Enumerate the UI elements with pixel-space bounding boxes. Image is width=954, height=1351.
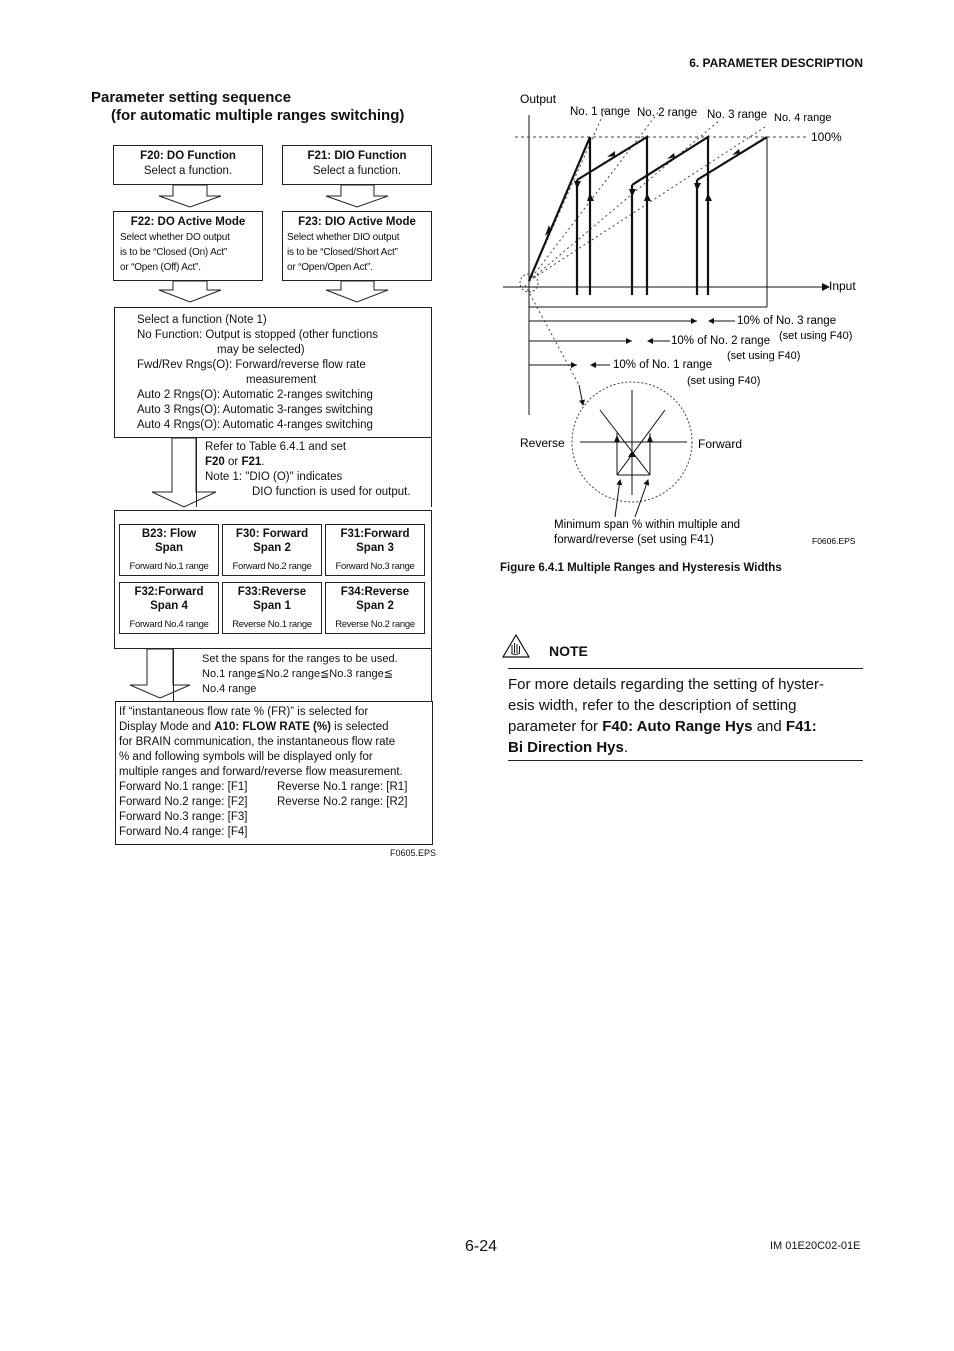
note-bottom-rule xyxy=(508,760,863,761)
note-bold: Bi Direction Hys xyxy=(508,739,624,756)
function-line: Auto 3 Rngs(O): Automatic 3-ranges switching xyxy=(137,404,373,416)
refer-dot: . xyxy=(261,456,265,468)
f21-desc: Select a function. xyxy=(312,165,402,177)
span-cell-b23 xyxy=(119,524,219,576)
eps-label-left: F0605.EPS xyxy=(390,848,437,858)
hys1-sub: (set using F40) xyxy=(687,375,761,387)
display-reverse1: Reverse No.1 range: [R1] xyxy=(277,781,408,793)
note-text: and xyxy=(752,718,786,735)
note-text: . xyxy=(623,739,629,756)
range1-label: No. 1 range xyxy=(570,106,631,118)
span-sub: Forward No.4 range xyxy=(129,619,209,630)
display-line: % and following symbols will be displayed only for xyxy=(119,751,373,763)
f22-do-active-mode-box xyxy=(113,211,263,281)
function-line: may be selected) xyxy=(217,344,305,356)
detail-arrow xyxy=(579,385,583,405)
display-text: Display Mode and xyxy=(119,721,215,733)
hys1-label: 10% of No. 1 range xyxy=(613,359,713,371)
span-cell-f32 xyxy=(119,582,219,634)
span-title: Span xyxy=(154,542,184,554)
detail-arrowheads xyxy=(614,435,653,457)
f23-line: or “Open/Open Act”. xyxy=(287,262,373,273)
display-line: multiple ranges and forward/reverse flow measurement. xyxy=(119,766,403,778)
display-bold: A10: FLOW RATE (%) xyxy=(214,721,331,733)
set-spans-note xyxy=(173,649,432,701)
function-line: Auto 2 Rngs(O): Automatic 2-ranges switching xyxy=(137,389,373,401)
hys2-label: 10% of No. 2 range xyxy=(671,335,771,347)
span-cell-f34 xyxy=(325,582,425,634)
display-text: is selected xyxy=(330,721,389,733)
f22-line: is to be “Closed (On) Act” xyxy=(120,247,228,258)
path-arrowheads xyxy=(545,149,740,236)
display-forward2: Forward No.2 range: [F2] xyxy=(119,796,248,808)
sequence-title-line1: Parameter setting sequence xyxy=(91,89,292,106)
refer-line: Refer to Table 6.4.1 and set xyxy=(205,441,347,453)
hysteresis-drops xyxy=(577,180,697,295)
f20-do-function-box xyxy=(113,145,263,185)
y-axis-label: Output xyxy=(520,92,557,106)
note-top-rule xyxy=(508,668,863,669)
display-reverse2: Reverse No.2 range: [R2] xyxy=(277,796,408,808)
function-line: Fwd/Rev Rngs(O): Forward/reverse flow rate xyxy=(137,359,366,371)
refer-line: Note 1: "DIO (O)" indicates xyxy=(205,471,343,483)
note-line: esis width, refer to the description of setting xyxy=(508,697,797,714)
span-sub: Forward No.2 range xyxy=(232,561,312,572)
function-line: No Function: Output is stopped (other functions xyxy=(137,329,378,341)
span-title: Span 3 xyxy=(356,542,394,554)
forward-label: Forward xyxy=(698,437,743,451)
doc-number: IM 01E20C02-01E xyxy=(770,1240,861,1252)
span-title: Span 2 xyxy=(356,600,394,612)
span-cell-f30 xyxy=(222,524,322,576)
hysteresis-path xyxy=(529,137,767,295)
f22-line: Select whether DO output xyxy=(120,232,230,243)
section-header: 6. PARAMETER DESCRIPTION xyxy=(689,56,863,70)
display-forward3: Forward No.3 range: [F3] xyxy=(119,811,248,823)
span-title: F30: Forward xyxy=(235,528,309,540)
refer-line: DIO function is used for output. xyxy=(252,486,411,498)
span-title: Span 1 xyxy=(253,600,291,612)
display-line: for BRAIN communication, the instantaneous flow rate xyxy=(119,736,396,748)
pct100-label: 100% xyxy=(811,130,842,144)
set-spans-line: No.4 range xyxy=(202,683,257,695)
note-text: parameter for xyxy=(508,718,603,735)
range3-label: No. 3 range xyxy=(707,109,768,121)
f22-line: or “Open (Off) Act”. xyxy=(120,262,201,273)
refer-f21: F21 xyxy=(241,456,262,468)
hysteresis-figure xyxy=(495,85,875,560)
span-title: F33:Reverse xyxy=(237,586,307,598)
f23-line: is to be “Closed/Short Act” xyxy=(287,247,398,258)
function-line: Auto 4 Rngs(O): Automatic 4-ranges switching xyxy=(137,419,373,431)
reverse-label: Reverse xyxy=(520,436,565,450)
note-line: For more details regarding the setting of hyster- xyxy=(508,676,824,693)
refer-or: or xyxy=(224,456,242,468)
refer-note-box xyxy=(196,437,432,507)
f22-title: F22: DO Active Mode xyxy=(130,216,246,228)
span-title: F31:Forward xyxy=(340,528,410,540)
note-bold: F40: Auto Range Hys xyxy=(602,718,753,735)
figure-caption: Figure 6.4.1 Multiple Ranges and Hysteresis Widths xyxy=(500,562,782,574)
eps-label-right: F0606.EPS xyxy=(812,536,856,546)
note-hand-icon xyxy=(501,633,531,659)
span-sub: Reverse No.2 range xyxy=(335,619,415,630)
span-title: Span 2 xyxy=(253,542,291,554)
page-number: 6-24 xyxy=(465,1238,498,1255)
function-line: Select a function (Note 1) xyxy=(137,314,267,326)
f21-title: F21: DIO Function xyxy=(307,150,407,162)
set-spans-line: No.1 range≦No.2 range≦No.3 range≦ xyxy=(202,668,393,680)
min-span-line1: Minimum span % within multiple and xyxy=(554,519,740,531)
span-cell-f33 xyxy=(222,582,322,634)
span-title: B23: Flow xyxy=(141,528,197,540)
span-title: Span 4 xyxy=(150,600,188,612)
f21-dio-function-box xyxy=(282,145,432,185)
set-spans-line: Set the spans for the ranges to be used. xyxy=(202,653,398,665)
hys3-label: 10% of No. 3 range xyxy=(737,315,837,327)
range4-label: No. 4 range xyxy=(774,112,832,124)
detail-graph xyxy=(580,390,687,495)
span-sub: Forward No.3 range xyxy=(335,561,415,572)
f23-dio-active-mode-box xyxy=(282,211,432,281)
x-axis-label: Input xyxy=(829,279,856,293)
note-label: NOTE xyxy=(549,643,588,659)
note-bold: F41: xyxy=(785,718,817,735)
function-select-box xyxy=(114,307,432,438)
span-title: F32:Forward xyxy=(134,586,204,598)
f23-title: F23: DIO Active Mode xyxy=(298,216,416,228)
f20-desc: Select a function. xyxy=(143,165,233,177)
range2-label: No. 2 range xyxy=(637,107,698,119)
note-body xyxy=(508,674,868,758)
refer-f20: F20 xyxy=(205,456,225,468)
f20-title: F20: DO Function xyxy=(140,150,236,162)
hys2-sub: (set using F40) xyxy=(727,350,801,362)
f23-line: Select whether DIO output xyxy=(287,232,400,243)
display-mode-box xyxy=(115,701,433,845)
hys3-sub: (set using F40) xyxy=(779,330,853,342)
span-cell-f31 xyxy=(325,524,425,576)
sequence-title-line2: (for automatic multiple ranges switching) xyxy=(111,107,405,124)
display-forward1: Forward No.1 range: [F1] xyxy=(119,781,248,793)
display-line: If “instantaneous flow rate % (FR)” is selected for xyxy=(119,706,369,718)
function-line: measurement xyxy=(246,374,317,386)
span-sub: Reverse No.1 range xyxy=(232,619,312,630)
min-span-line2: forward/reverse (set using F41) xyxy=(554,534,714,546)
span-title: F34:Reverse xyxy=(340,586,410,598)
span-sub: Forward No.1 range xyxy=(129,561,209,572)
display-forward4: Forward No.4 range: [F4] xyxy=(119,826,248,838)
